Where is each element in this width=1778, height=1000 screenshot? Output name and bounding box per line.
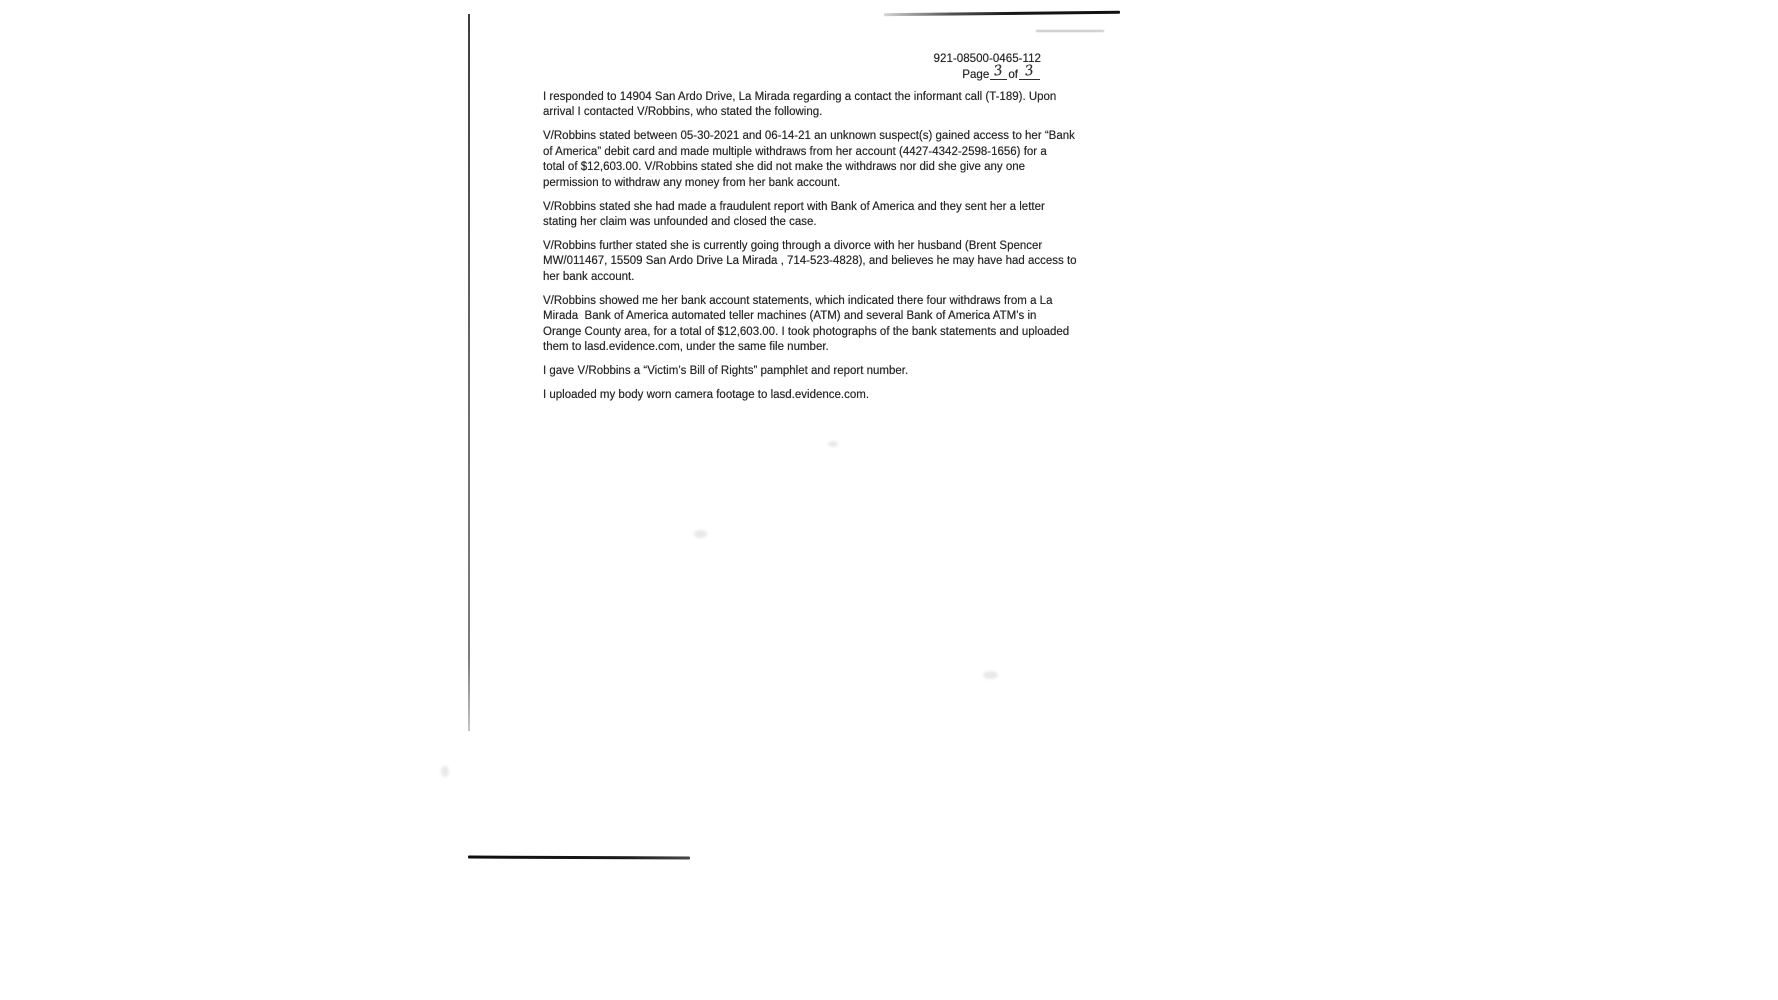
- top-right-scan-line: [884, 11, 1120, 16]
- text-line: V/Robbins stated she had made a fraudulent report with Bank of America and they sent her a letter: [543, 200, 1045, 213]
- scan-artifact: [983, 671, 998, 679]
- of-word: of: [1008, 68, 1018, 82]
- text-line: Mirada Bank of America automated teller machines (ATM) and several Bank of America ATM’s in: [543, 310, 1037, 323]
- text-line: Orange County area, for a total of $12,603.00. I took photographs of the bank statements and uploaded: [543, 325, 1070, 338]
- text-line: I gave V/Robbins a “Victim’s Bill of Rights” pamphlet and report number.: [543, 365, 909, 378]
- scan-artifact: [828, 441, 838, 447]
- paragraph-statements: [543, 294, 1070, 355]
- text-line: V/Robbins stated between 05-30-2021 and 06-14-21 an unknown suspect(s) gained access to her “Bank: [543, 130, 1075, 143]
- text-line: permission to withdraw any money from her bank account.: [543, 176, 841, 189]
- text-line: them to lasd.evidence.com, under the same file number.: [543, 341, 829, 353]
- paragraph-response: [543, 90, 1057, 121]
- text-line: V/Robbins further stated she is currently going through a divorce with her husband (Brent Spencer: [543, 240, 1043, 253]
- text-line: arrival I contacted V/Robbins, who stated the following.: [543, 106, 823, 119]
- paragraph-victims-rights: [543, 364, 1053, 379]
- paragraph-body-camera: [543, 388, 1053, 403]
- text-line: her bank account.: [543, 270, 635, 283]
- text-line: MW/011467, 15509 San Ardo Drive La Mirada , 714-523-4828), and believes he may have had access to: [543, 255, 1077, 268]
- paragraph-fraud-statement: [543, 129, 1075, 190]
- page-word: Page: [962, 68, 990, 82]
- scan-artifact: [694, 530, 707, 538]
- bottom-left-scan-line: [468, 856, 690, 860]
- paragraph-divorce: [543, 239, 1077, 285]
- text-line: I responded to 14904 San Ardo Drive, La Mirada regarding a contact the informant call (T-189). Upon: [543, 91, 1057, 103]
- scan-artifact: [441, 766, 449, 777]
- page-header: [934, 52, 1041, 83]
- scan-smudge: [1036, 30, 1104, 32]
- text-line: I uploaded my body worn camera footage to lasd.evidence.com.: [543, 389, 870, 402]
- text-line: total of $12,603.00. V/Robbins stated she did not make the withdraws nor did she give any one: [543, 161, 1026, 174]
- report-body: [543, 90, 1077, 412]
- page-number-line: [934, 62, 1041, 83]
- page-left-edge-scan-line: [468, 14, 470, 731]
- page-total-blank: [1019, 62, 1040, 80]
- paragraph-bank-report: [543, 200, 1053, 231]
- text-line: stating her claim was unfounded and closed the case.: [543, 216, 817, 228]
- text-line: V/Robbins showed me her bank account statements, which indicated there four withdraws from a La: [543, 294, 1053, 307]
- text-line: of America” debit card and made multiple withdraws from her account (4427-4342-2598-1656) for a: [543, 145, 1047, 158]
- handwritten-page-number: 3: [993, 62, 1005, 80]
- case-number: 921-08500-0465-112: [933, 52, 1041, 65]
- handwritten-page-total: 3: [1023, 62, 1035, 80]
- page-number-blank: [990, 62, 1007, 80]
